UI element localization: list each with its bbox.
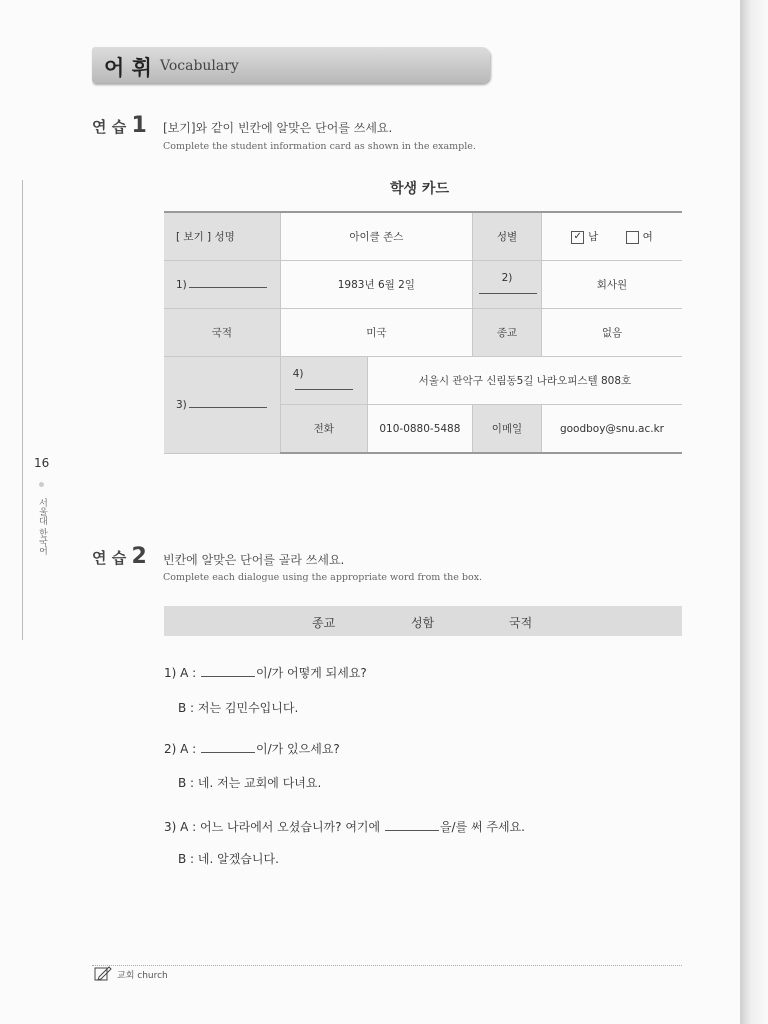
blank-1-line[interactable]: [189, 278, 267, 288]
table-row: [164, 357, 682, 405]
exercise-2-instruction-en: Complete each dialogue using the appropriate word from the box.: [163, 572, 483, 583]
blank-3-line[interactable]: [189, 398, 267, 408]
religion-label: 종교: [472, 309, 541, 357]
side-dot: [39, 482, 44, 487]
exercise-1-instruction-ko: [보기]와 같이 빈칸에 알맞은 단어를 쓰세요.: [163, 121, 393, 135]
exercise-number: 1: [131, 113, 147, 138]
phone-value: 010-0880-5488: [367, 405, 472, 454]
dialogue-3-line-a: [164, 818, 525, 835]
footer-note-text: 교회 church: [117, 971, 168, 981]
dialogue-1-blank[interactable]: [201, 666, 255, 677]
exercise-label-text: 연 습: [92, 549, 127, 567]
blank-2-line[interactable]: [479, 284, 537, 294]
book-title-vertical: 서울대 한국어: [37, 498, 47, 555]
gender-option-male[interactable]: [571, 231, 602, 243]
dialogue-3-suffix: 을/를 써 주세요.: [439, 820, 525, 834]
dialogue-3-line-b: B : 네. 알겠습니다.: [178, 852, 279, 866]
nationality-value: 미국: [280, 309, 472, 357]
exercise-number: 2: [131, 544, 147, 569]
birthdate-value: 1983년 6월 2일: [280, 261, 472, 309]
occupation-value: 회사원: [541, 261, 682, 309]
word-box: [164, 606, 682, 636]
email-value: goodboy@snu.ac.kr: [541, 405, 682, 454]
dialogue-3-prefix: 3) A : 어느 나라에서 오셨습니까? 여기에: [164, 820, 384, 834]
exercise-2-label: [92, 544, 147, 569]
blank-4-cell: [280, 357, 367, 405]
blank-1-cell: [164, 261, 280, 309]
page-edge-shadow: [740, 0, 768, 1024]
exercise-1-label: [92, 113, 147, 138]
spine-line: [22, 180, 23, 640]
phone-label: 전화: [280, 405, 367, 454]
section-title-korean: 어 휘: [104, 56, 152, 80]
student-card-title: 학생 카드: [390, 181, 449, 197]
dialogue-1-suffix: 이/가 어떻게 되세요?: [256, 666, 367, 680]
footer-note: [94, 966, 168, 985]
dialogue-2-prefix: 2) A :: [164, 742, 201, 756]
blank-2-number: 2): [501, 272, 513, 284]
pencil-icon: [94, 966, 112, 985]
dialogue-3-blank[interactable]: [385, 820, 439, 831]
dialogue-2-line-b: B : 네. 저는 교회에 다녀요.: [178, 776, 322, 790]
gender-label: 성별: [472, 212, 541, 261]
word-option: 성함: [411, 616, 435, 630]
exercise-1-instruction-en: Complete the student information card as shown in the example.: [163, 141, 476, 152]
nationality-label: 국적: [164, 309, 280, 357]
dialogue-1-prefix: 1) A :: [164, 666, 201, 680]
email-label: 이메일: [472, 405, 541, 454]
dialogue-2-blank[interactable]: [201, 742, 255, 753]
page-number: 16: [34, 456, 50, 470]
dialogue-1-line-b: B : 저는 김민수입니다.: [178, 701, 299, 715]
dialogue-2-suffix: 이/가 있으세요?: [256, 742, 340, 756]
gender-option-female[interactable]: [626, 231, 653, 243]
dialogue-2-line-a: [164, 740, 340, 757]
table-row: [164, 212, 682, 261]
gender-options: [541, 212, 682, 261]
word-option: 종교: [312, 616, 336, 630]
blank-1-number: 1): [176, 279, 187, 291]
table-row: [164, 261, 682, 309]
address-value: 서울시 관악구 신림동5길 나라오피스텔 808호: [367, 357, 682, 405]
checkbox-checked-icon[interactable]: ✓: [571, 231, 584, 244]
checkbox-icon[interactable]: [626, 231, 639, 244]
blank-3-cell: [164, 357, 280, 454]
footer-divider: [92, 965, 682, 966]
example-name-label: [ 보기 ] 성명: [164, 212, 280, 261]
religion-value: 없음: [541, 309, 682, 357]
word-option: 국적: [509, 616, 533, 630]
example-name-value: 아이클 존스: [280, 212, 472, 261]
female-label: 여: [642, 231, 653, 243]
table-row: [164, 309, 682, 357]
blank-2-cell: [472, 261, 541, 309]
section-title-english: Vocabulary: [160, 58, 239, 74]
student-info-card: [164, 211, 682, 454]
blank-4-number: 4): [292, 368, 304, 380]
male-label: 남: [588, 231, 599, 243]
exercise-label-text: 연 습: [92, 118, 127, 136]
blank-4-line[interactable]: [295, 380, 353, 390]
dialogue-1-line-a: [164, 664, 367, 681]
section-banner: [92, 47, 490, 83]
exercise-2-instruction-ko: 빈칸에 알맞은 단어를 골라 쓰세요.: [163, 553, 345, 567]
blank-3-number: 3): [176, 399, 187, 412]
